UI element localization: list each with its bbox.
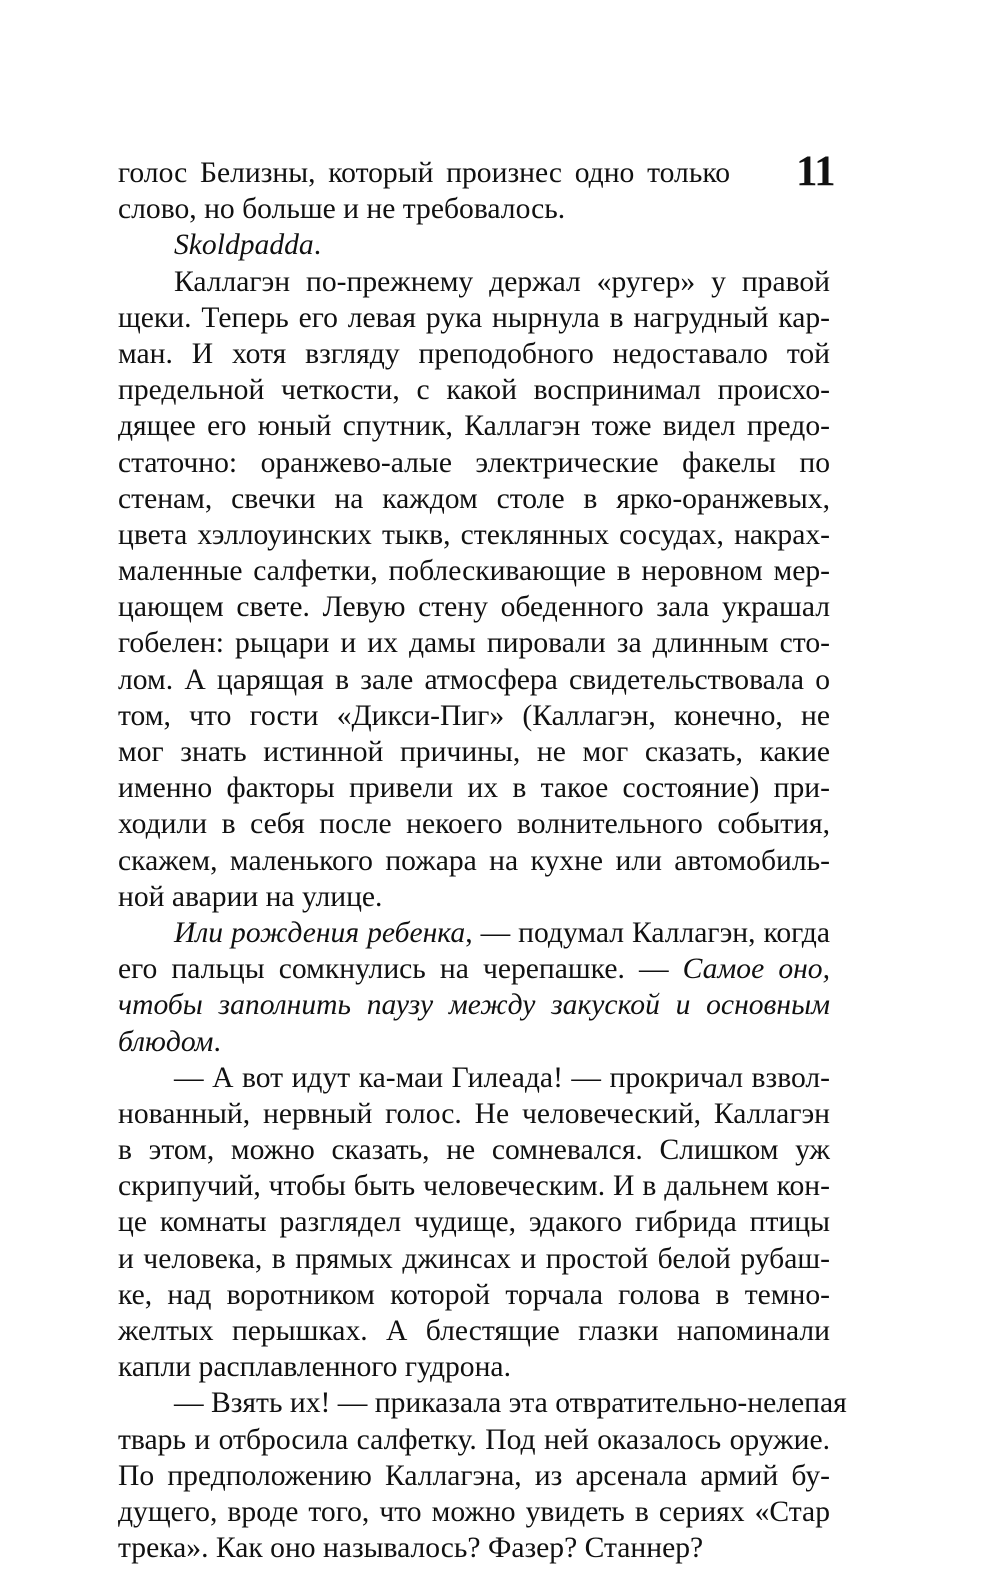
text-segment: ной аварии на улице. bbox=[118, 880, 383, 913]
text-segment: щеки. Теперь его левая рука нырнула в нагрудный кар- bbox=[118, 301, 830, 334]
text-line bbox=[118, 770, 830, 806]
text-line bbox=[118, 915, 830, 951]
text-segment: . bbox=[313, 229, 322, 262]
text-segment: желтых перышках. А блестящие глазки напоминали bbox=[118, 1315, 830, 1347]
text-segment: мог знать истинной причины, не мог сказать, какие bbox=[118, 736, 830, 768]
text-segment: дящее его юный спутник, Каллагэн тоже видел предо- bbox=[118, 410, 830, 443]
text-line bbox=[118, 264, 830, 300]
text-segment: , — подумал Каллагэн, когда bbox=[465, 916, 830, 949]
text-line bbox=[118, 336, 830, 372]
text-line bbox=[118, 445, 830, 481]
text-segment: дущего, вроде того, что можно увидеть в сериях «Стар bbox=[118, 1495, 830, 1528]
text-segment: скажем, маленького пожара на кухне или автомобиль- bbox=[118, 844, 830, 877]
text-segment: статочно: оранжево-алые электрические факелы по bbox=[118, 446, 830, 479]
text-segment: именно факторы привели их в такое состояние) при- bbox=[118, 772, 830, 805]
text-segment: в этом, можно сказать, не сомневался. Слишком уж bbox=[118, 1134, 830, 1167]
italic-text: Или рождения ребенка bbox=[174, 916, 466, 949]
text-line bbox=[118, 553, 830, 589]
text-line bbox=[118, 481, 830, 517]
text-segment: По предположению Каллагэна, из арсенала армий бу- bbox=[118, 1459, 830, 1492]
text-segment: и человека, в прямых джинсах и простой белой рубаш- bbox=[118, 1242, 830, 1275]
text-segment: нованный, нервный голос. Не человеческий, Каллагэн bbox=[118, 1097, 830, 1130]
body-text bbox=[118, 155, 847, 1566]
text-line bbox=[118, 951, 830, 987]
text-line bbox=[118, 1349, 830, 1385]
text-line bbox=[118, 1458, 830, 1494]
text-segment: лом. А царящая в зале атмосфера свидетельствовала о bbox=[118, 663, 830, 696]
chapter-number: 11 bbox=[796, 148, 835, 195]
text-line bbox=[118, 1277, 830, 1313]
text-line bbox=[118, 1385, 847, 1421]
text-segment: ке, над воротником которой торчала голова в темно- bbox=[118, 1278, 830, 1311]
text-segment: стенам, свечки на каждом столе в ярко-оранжевых, bbox=[118, 482, 830, 515]
text-segment: тварь и отбросила салфетку. Под ней оказалось оружие. bbox=[118, 1423, 830, 1456]
text-line bbox=[118, 734, 830, 770]
text-line bbox=[118, 1204, 830, 1240]
text-segment: цающем свете. Левую стену обеденного зала украшал bbox=[118, 591, 830, 624]
text-line bbox=[118, 589, 830, 625]
text-segment: Каллагэн по-прежнему держал «ругер» у правой bbox=[174, 265, 830, 298]
text-line bbox=[118, 1422, 830, 1458]
text-segment: гобелен: рыцари и их дамы пировали за длинным сто- bbox=[118, 627, 830, 660]
text-segment: его пальцы сомкнулись на черепашке. — bbox=[118, 953, 683, 986]
text-segment: маленные салфетки, поблескивающие в неровном мер- bbox=[118, 555, 830, 588]
text-line bbox=[118, 1168, 830, 1204]
italic-text: блюдом bbox=[118, 1025, 214, 1058]
text-line bbox=[118, 879, 830, 915]
text-segment: цвета хэллоуинских тыкв, стеклянных сосудах, накрах- bbox=[118, 518, 830, 551]
text-line bbox=[118, 1241, 830, 1277]
text-segment: — А вот идут ка-маи Гилеада! — прокричал взвол- bbox=[174, 1061, 830, 1094]
text-line bbox=[118, 987, 830, 1023]
text-segment: слово, но больше и не требовалось. bbox=[118, 193, 566, 226]
text-line bbox=[118, 1060, 830, 1096]
text-segment: це комнаты разглядел чудище, эдакого гибрида птицы bbox=[118, 1206, 830, 1239]
text-line bbox=[118, 1096, 830, 1132]
text-line bbox=[118, 372, 830, 408]
text-line bbox=[118, 1530, 830, 1566]
text-segment: . bbox=[213, 1025, 221, 1058]
text-line bbox=[118, 300, 830, 336]
text-segment: скрипучий, чтобы быть человеческим. И в дальнем кон- bbox=[118, 1170, 830, 1203]
text-line bbox=[118, 1494, 830, 1530]
italic-text: чтобы заполнить паузу между закуской и основным bbox=[118, 989, 830, 1022]
text-line bbox=[118, 517, 830, 553]
italic-text: Самое оно, bbox=[682, 953, 830, 986]
text-line bbox=[118, 625, 830, 661]
text-line bbox=[118, 155, 730, 191]
text-line bbox=[118, 662, 830, 698]
text-line bbox=[118, 1024, 830, 1060]
text-line bbox=[118, 843, 830, 879]
text-segment: том, что гости «Дикси-Пиг» (Каллагэн, конечно, не bbox=[118, 699, 830, 732]
text-line bbox=[118, 1132, 830, 1168]
text-line bbox=[118, 191, 830, 227]
text-segment: капли расплавленного гудрона. bbox=[118, 1351, 511, 1384]
text-segment: ман. И хотя взгляду преподобного недоставало той bbox=[118, 337, 830, 370]
text-segment: голос Белизны, который произнес одно только bbox=[118, 157, 730, 189]
text-line bbox=[118, 227, 830, 263]
text-segment: трека». Как оно называлось? Фазер? Станнер? bbox=[118, 1532, 704, 1565]
italic-text: Skoldpadda bbox=[174, 229, 314, 262]
text-line bbox=[118, 408, 830, 444]
text-segment: ходили в себя после некоего волнительного события, bbox=[118, 808, 830, 841]
text-line bbox=[118, 806, 830, 842]
text-segment: — Взять их! — приказала эта отвратительно-нелепая bbox=[174, 1387, 847, 1420]
text-line bbox=[118, 698, 830, 734]
text-segment: предельной четкости, с какой воспринимал происхо- bbox=[118, 374, 830, 407]
text-line bbox=[118, 1313, 830, 1349]
